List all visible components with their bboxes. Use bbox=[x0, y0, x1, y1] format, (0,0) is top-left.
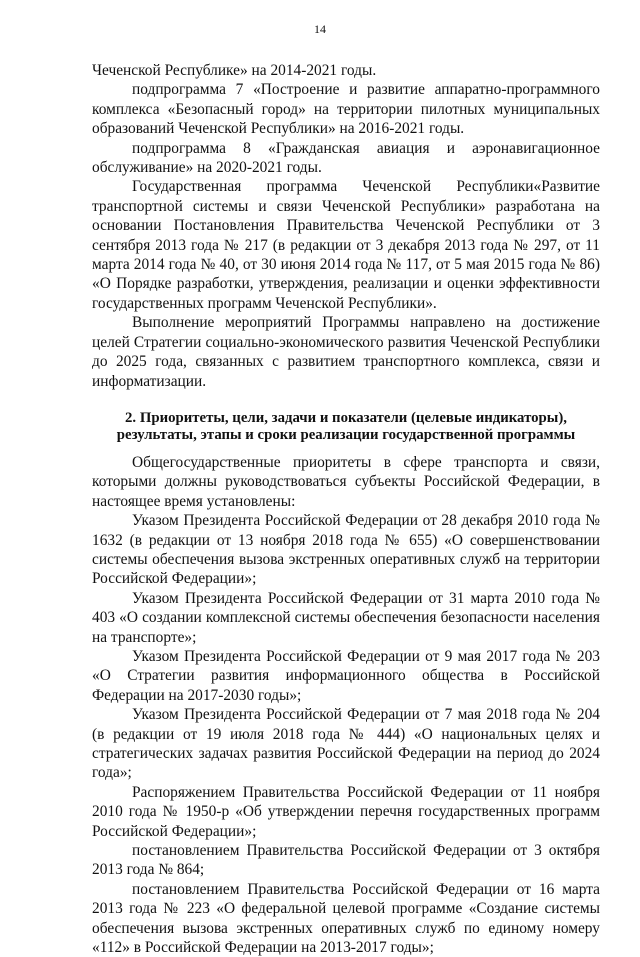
paragraph-decree-203: Указом Президента Российской Федерации от 9 мая 2017 года № 203 «О Стратегии развития информационного общества в Российской Федерации на 2017-2030 годы»; bbox=[92, 647, 600, 704]
page-number: 14 bbox=[314, 22, 326, 36]
section-heading bbox=[92, 410, 600, 445]
paragraph-program-goals: Выполнение мероприятий Программы направлено на достижение целей Стратегии социально-экономического развития Чеченской Республики до 2025 года, связанных с развитием транспортного комплекса, связи и информатизации. bbox=[92, 314, 600, 390]
paragraph-decree-204: Указом Президента Российской Федерации от 7 мая 2018 года № 204 (в редакции от 19 июля 2018 года № 444) «О национальных целях и стратегических задачах развития Российской Федерации на период до 2024 года»; bbox=[92, 706, 600, 782]
paragraph-resolution-223: постановлением Правительства Российской Федерации от 16 марта 2013 года № 223 «О федеральной целевой программе «Создание системы обеспечения вызова экстренных оперативных служб по единому номеру «112» в Российской Федерации на 2013-2017 годы»; bbox=[92, 880, 600, 957]
section-heading-line-2: результаты, этапы и сроки реализации государственной программы bbox=[116, 427, 576, 444]
document-body bbox=[92, 61, 600, 957]
paragraph-continuation: Чеченской Республике» на 2014-2021 годы. bbox=[92, 62, 377, 79]
paragraph-order-1950r: Распоряжением Правительства Российской Федерации от 11 ноября 2010 года № 1950-р «Об утверждении перечня государственных программ Российской Федерации»; bbox=[92, 783, 600, 840]
paragraph-resolution-864: постановлением Правительства Российской Федерации от 3 октября 2013 года № 864; bbox=[92, 842, 600, 879]
paragraph-priorities-intro: Общегосударственные приоритеты в сфере транспорта и связи, которыми должны руководствоваться субъекты Российской Федерации, в настоящее время установлены: bbox=[92, 453, 600, 510]
paragraph-subprogram-7: подпрограмма 7 «Построение и развитие аппаратно-программного комплекса «Безопасный город» на территории пилотных муниципальных образований Чеченской Республики» на 2016-2021 годы. bbox=[92, 81, 600, 138]
paragraph-decree-1632: Указом Президента Российской Федерации от 28 декабря 2010 года № 1632 (в редакции от 13 ноября 2018 года № 655) «О совершенствовании системы обеспечения вызова экстренных оперативных служб на территории Российской Федерации»; bbox=[92, 512, 600, 588]
paragraph-subprogram-8: подпрограмма 8 «Гражданская авиация и аэронавигационное обслуживание» на 2020-2021 годы. bbox=[92, 139, 600, 177]
paragraph-decree-403: Указом Президента Российской Федерации от 31 марта 2010 года № 403 «О создании комплексной системы обеспечения безопасности населения на транспорте»; bbox=[92, 589, 600, 646]
paragraph-program-basis: Государственная программа Чеченской Республики«Развитие транспортной системы и связи Чеченской Республики» разработана на основании Постановления Правительства Чеченской Республики от 3 сентября 2013 года № 217 (в редакции от 3 декабря 2013 года № 297, от 11 марта 2014 года № 40, от 30 июня 2014 года № 117, от 5 мая 2015 года № 86) «О Порядке разработки, утверждения, реализации и оценки эффективности государственных программ Чеченской Республики». bbox=[92, 178, 600, 312]
section-heading-line-1: 2. Приоритеты, цели, задачи и показатели (целевые индикаторы), bbox=[125, 409, 567, 426]
